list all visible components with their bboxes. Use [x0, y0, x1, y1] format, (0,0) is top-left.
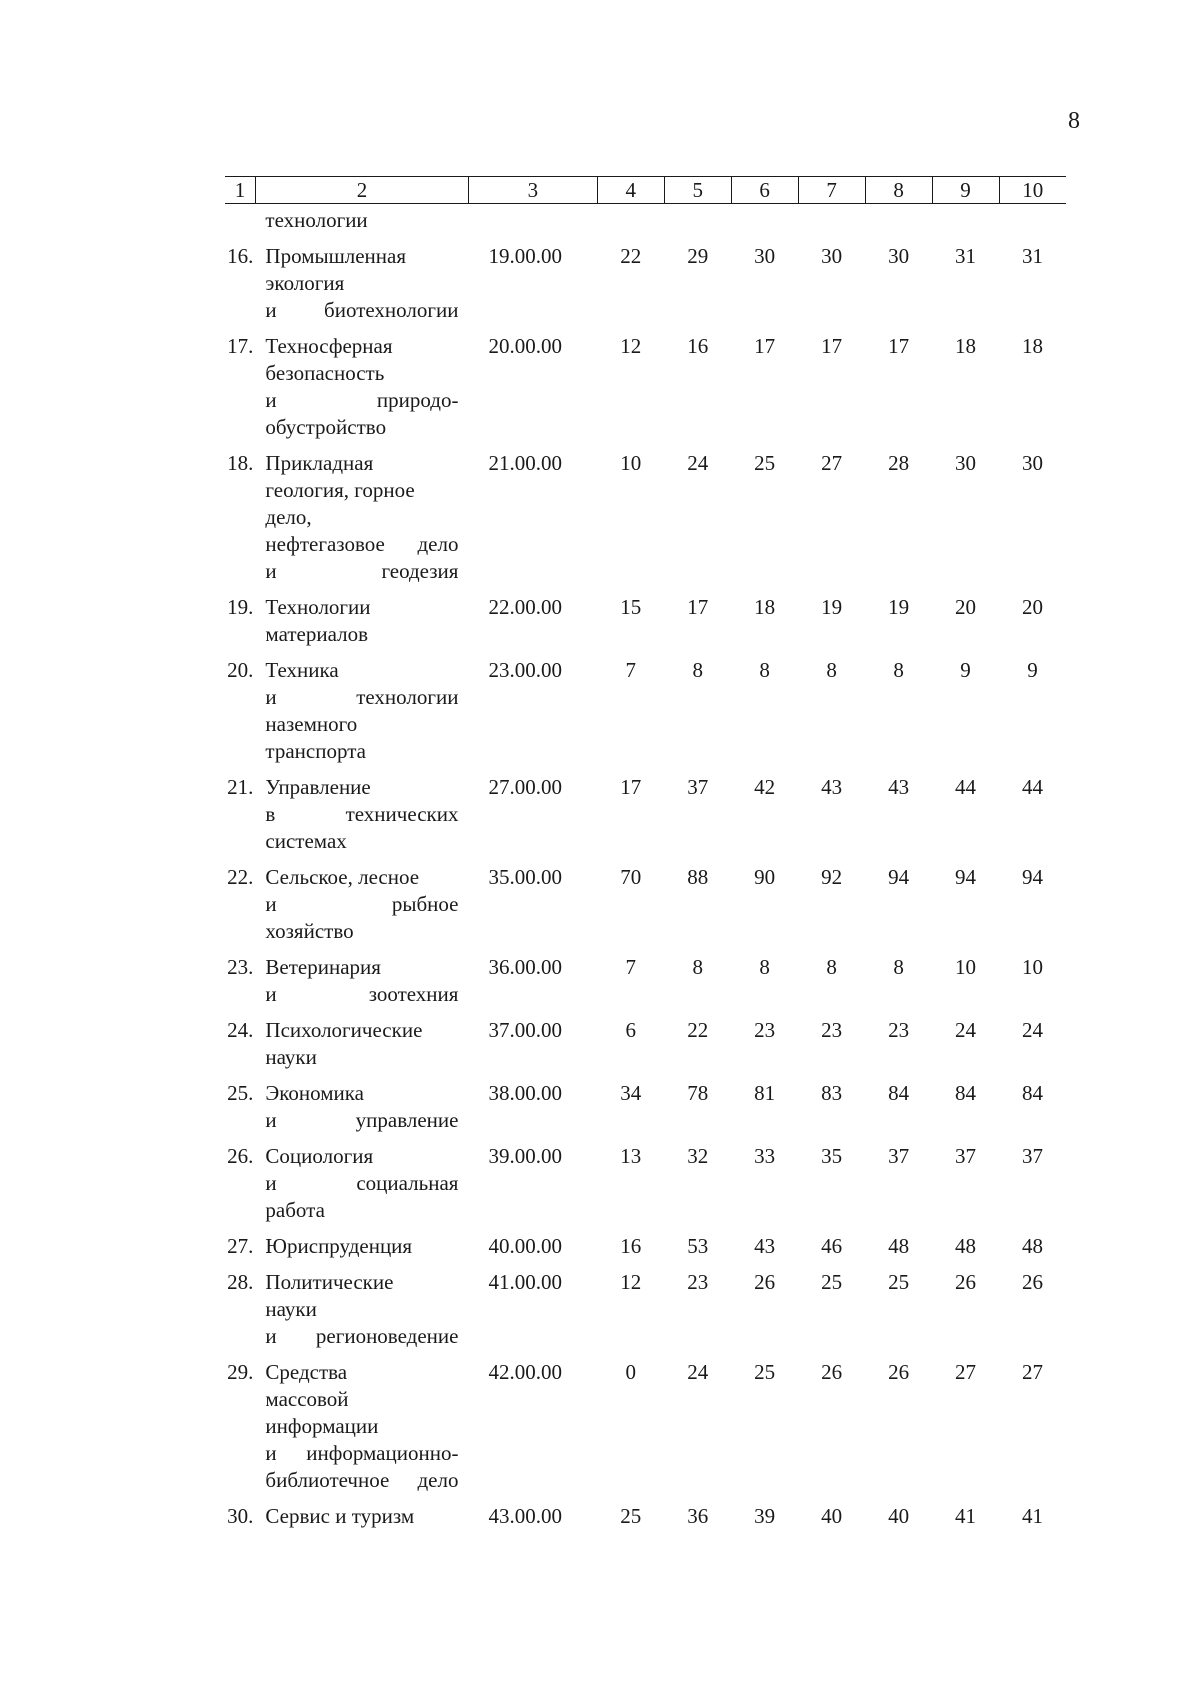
- header-cell: 8: [865, 177, 932, 204]
- value-cell: 37: [955, 1144, 977, 1168]
- continuation-text: технологии: [265, 208, 368, 232]
- value-cell: 26: [1022, 1270, 1043, 1294]
- row-number: 24.: [227, 1018, 254, 1042]
- field-name-line: и природо-: [265, 388, 459, 412]
- field-name-line: Техносферная: [265, 334, 393, 358]
- header-cell: 7: [798, 177, 865, 204]
- field-code: 23.00.00: [488, 658, 562, 682]
- table-row: [225, 240, 1066, 330]
- value-cell: 90: [754, 865, 776, 889]
- field-name-line: Промышленная: [265, 244, 407, 268]
- value-cell: 43: [821, 775, 843, 799]
- value-cell: 8: [893, 658, 904, 682]
- field-name-line: работа: [265, 1198, 325, 1222]
- value-cell: 41: [1022, 1504, 1043, 1528]
- value-cell: 36: [687, 1504, 709, 1528]
- row-number: 29.: [227, 1360, 254, 1384]
- value-cell: 32: [687, 1144, 709, 1168]
- value-cell: 16: [620, 1234, 642, 1258]
- field-name-line: науки: [265, 1045, 317, 1069]
- value-cell: 28: [888, 451, 910, 475]
- field-code: 21.00.00: [488, 451, 562, 475]
- field-name-line: экология: [265, 271, 345, 295]
- value-cell: 84: [955, 1081, 977, 1105]
- value-cell: 8: [826, 658, 837, 682]
- header-cell: 1: [225, 177, 255, 204]
- value-cell: 15: [620, 595, 642, 619]
- value-cell: 23: [821, 1018, 843, 1042]
- value-cell: 23: [687, 1270, 709, 1294]
- field-name-line: науки: [265, 1297, 317, 1321]
- value-cell: 9: [1027, 658, 1038, 682]
- value-cell: 23: [888, 1018, 910, 1042]
- value-cell: 17: [888, 334, 910, 358]
- field-name-line: Экономика: [265, 1081, 364, 1105]
- field-name: [255, 1230, 468, 1266]
- field-name: [255, 330, 468, 447]
- value-cell: 84: [1022, 1081, 1043, 1105]
- field-name: [255, 1356, 468, 1500]
- value-cell: 29: [687, 244, 709, 268]
- field-name: [255, 1500, 468, 1536]
- value-cell: 43: [888, 775, 910, 799]
- header-cell: 2: [255, 177, 468, 204]
- table-body: [225, 204, 1066, 1537]
- table-row: [225, 1230, 1066, 1266]
- value-cell: 7: [625, 658, 636, 682]
- value-cell: 40: [888, 1504, 910, 1528]
- value-cell: 6: [625, 1018, 636, 1042]
- field-name: [255, 951, 468, 1014]
- value-cell: 27: [955, 1360, 977, 1384]
- value-cell: 23: [754, 1018, 776, 1042]
- value-cell: 34: [620, 1081, 642, 1105]
- value-cell: 24: [687, 451, 709, 475]
- row-number: 21.: [227, 775, 254, 799]
- table-row: [225, 1014, 1066, 1077]
- value-cell: 8: [692, 658, 703, 682]
- field-name-line: и геодезия: [265, 559, 459, 583]
- field-code: 37.00.00: [488, 1018, 562, 1042]
- value-cell: 30: [888, 244, 910, 268]
- field-code: 27.00.00: [488, 775, 562, 799]
- field-name: [255, 861, 468, 951]
- value-cell: 26: [821, 1360, 843, 1384]
- value-cell: 44: [1022, 775, 1043, 799]
- value-cell: 48: [1022, 1234, 1043, 1258]
- value-cell: 18: [754, 595, 776, 619]
- value-cell: 26: [888, 1360, 910, 1384]
- field-name-line: транспорта: [265, 739, 366, 763]
- field-code: 22.00.00: [488, 595, 562, 619]
- field-code: 43.00.00: [488, 1504, 562, 1528]
- value-cell: 78: [687, 1081, 709, 1105]
- header-cell: 9: [932, 177, 999, 204]
- value-cell: 48: [888, 1234, 910, 1258]
- value-cell: 94: [888, 865, 910, 889]
- field-code: 40.00.00: [488, 1234, 562, 1258]
- field-name-line: Социология: [265, 1144, 374, 1168]
- value-cell: 19: [821, 595, 843, 619]
- value-cell: 37: [687, 775, 709, 799]
- value-cell: 18: [955, 334, 977, 358]
- value-cell: 8: [759, 658, 770, 682]
- value-cell: 17: [687, 595, 709, 619]
- row-number: 27.: [227, 1234, 254, 1258]
- value-cell: 30: [955, 451, 977, 475]
- value-cell: 17: [754, 334, 776, 358]
- field-name-line: и информационно-: [265, 1441, 459, 1465]
- value-cell: 27: [1022, 1360, 1043, 1384]
- value-cell: 12: [620, 1270, 642, 1294]
- value-cell: 53: [687, 1234, 709, 1258]
- table-row: [225, 771, 1066, 861]
- header-cell: 4: [597, 177, 664, 204]
- value-cell: 24: [687, 1360, 709, 1384]
- table-row: [225, 1266, 1066, 1356]
- value-cell: 17: [821, 334, 843, 358]
- value-cell: 31: [1022, 244, 1043, 268]
- table-row: [225, 1077, 1066, 1140]
- field-code: 42.00.00: [488, 1360, 562, 1384]
- field-name-line: и биотехнологии: [265, 298, 459, 322]
- table-row: [225, 861, 1066, 951]
- field-name-line: дело,: [265, 505, 312, 529]
- field-name-line: и технологии: [265, 685, 459, 709]
- field-code: 38.00.00: [488, 1081, 562, 1105]
- value-cell: 17: [620, 775, 642, 799]
- field-name-line: и социальная: [265, 1171, 459, 1195]
- field-name-line: материалов: [265, 622, 368, 646]
- table-row: [225, 330, 1066, 447]
- value-cell: 22: [620, 244, 642, 268]
- field-code: 19.00.00: [488, 244, 562, 268]
- value-cell: 26: [955, 1270, 977, 1294]
- table-row: [225, 654, 1066, 771]
- table-row: [225, 1140, 1066, 1230]
- field-code: 41.00.00: [488, 1270, 562, 1294]
- field-name-line: обустройство: [265, 415, 387, 439]
- value-cell: 25: [620, 1504, 642, 1528]
- value-cell: 83: [821, 1081, 843, 1105]
- field-name-line: Средства: [265, 1360, 348, 1384]
- field-name-line: Прикладная: [265, 451, 374, 475]
- value-cell: 92: [821, 865, 843, 889]
- field-name-line: геология, горное: [265, 478, 415, 502]
- field-name-line: Политические: [265, 1270, 394, 1294]
- table-row: [225, 951, 1066, 1014]
- data-table: [225, 176, 1066, 1536]
- field-name: [255, 1014, 468, 1077]
- value-cell: 12: [620, 334, 642, 358]
- value-cell: 8: [692, 955, 703, 979]
- field-name-line: библиотечное дело: [265, 1468, 459, 1492]
- field-name-line: и управление: [265, 1108, 459, 1132]
- value-cell: 41: [955, 1504, 977, 1528]
- value-cell: 39: [754, 1504, 776, 1528]
- value-cell: 22: [687, 1018, 709, 1042]
- field-name-line: и рыбное: [265, 892, 459, 916]
- field-name-line: Юриспруденция: [265, 1234, 413, 1258]
- value-cell: 0: [625, 1360, 636, 1384]
- field-name: [255, 591, 468, 654]
- value-cell: 46: [821, 1234, 843, 1258]
- row-number: 25.: [227, 1081, 254, 1105]
- field-code: 20.00.00: [488, 334, 562, 358]
- value-cell: 94: [955, 865, 977, 889]
- value-cell: 10: [1022, 955, 1043, 979]
- field-name-line: в технических: [265, 802, 459, 826]
- value-cell: 18: [1022, 334, 1043, 358]
- row-number: 30.: [227, 1504, 254, 1528]
- field-name-line: Технологии: [265, 595, 371, 619]
- value-cell: 9: [960, 658, 971, 682]
- value-cell: 25: [888, 1270, 910, 1294]
- row-number: 16.: [227, 244, 254, 268]
- value-cell: 37: [1022, 1144, 1043, 1168]
- value-cell: 10: [620, 451, 642, 475]
- value-cell: 27: [821, 451, 843, 475]
- table-row: [225, 591, 1066, 654]
- field-name-line: Ветеринария: [265, 955, 381, 979]
- field-name: [255, 240, 468, 330]
- value-cell: 20: [1022, 595, 1043, 619]
- row-number: 17.: [227, 334, 254, 358]
- field-name-line: нефтегазовое дело: [265, 532, 459, 556]
- table-row: [225, 1500, 1066, 1536]
- value-cell: 8: [826, 955, 837, 979]
- row-number: 20.: [227, 658, 254, 682]
- value-cell: 19: [888, 595, 910, 619]
- field-name: [255, 1140, 468, 1230]
- field-name-line: наземного: [265, 712, 358, 736]
- value-cell: 33: [754, 1144, 776, 1168]
- header-cell: 6: [731, 177, 798, 204]
- row-number: 22.: [227, 865, 254, 889]
- value-cell: 94: [1022, 865, 1043, 889]
- value-cell: 44: [955, 775, 977, 799]
- value-cell: 20: [955, 595, 977, 619]
- table-row: [225, 1356, 1066, 1500]
- header-cell: 10: [999, 177, 1066, 204]
- value-cell: 30: [821, 244, 843, 268]
- table-row: [225, 447, 1066, 591]
- field-name: [255, 447, 468, 591]
- field-code: 39.00.00: [488, 1144, 562, 1168]
- value-cell: 30: [754, 244, 776, 268]
- row-number: 19.: [227, 595, 254, 619]
- header-cell: 5: [664, 177, 731, 204]
- value-cell: 30: [1022, 451, 1043, 475]
- field-name-line: и зоотехния: [265, 982, 459, 1006]
- field-name-line: Техника: [265, 658, 339, 682]
- value-cell: 31: [955, 244, 977, 268]
- field-name-line: и регионоведение: [265, 1324, 459, 1348]
- page-number: 8: [1068, 108, 1080, 134]
- field-name-line: хозяйство: [265, 919, 354, 943]
- field-name: [255, 1077, 468, 1140]
- row-number: 26.: [227, 1144, 254, 1168]
- value-cell: 8: [759, 955, 770, 979]
- value-cell: 10: [955, 955, 977, 979]
- value-cell: 81: [754, 1081, 776, 1105]
- field-name-line: Управление: [265, 775, 371, 799]
- field-code: 35.00.00: [488, 865, 562, 889]
- value-cell: 43: [754, 1234, 776, 1258]
- value-cell: 25: [821, 1270, 843, 1294]
- field-name-line: Психологические: [265, 1018, 423, 1042]
- field-name-line: безопасность: [265, 361, 385, 385]
- continuation-row: [225, 204, 1066, 241]
- field-name: [255, 654, 468, 771]
- value-cell: 37: [888, 1144, 910, 1168]
- value-cell: 26: [754, 1270, 776, 1294]
- value-cell: 48: [955, 1234, 977, 1258]
- row-number: 28.: [227, 1270, 254, 1294]
- field-code: 36.00.00: [488, 955, 562, 979]
- value-cell: 24: [1022, 1018, 1043, 1042]
- value-cell: 40: [821, 1504, 843, 1528]
- field-name-line: информации: [265, 1414, 379, 1438]
- header-row: [225, 177, 1066, 204]
- value-cell: 84: [888, 1081, 910, 1105]
- row-number: 23.: [227, 955, 254, 979]
- field-name: [255, 771, 468, 861]
- value-cell: 24: [955, 1018, 977, 1042]
- field-name-line: системах: [265, 829, 347, 853]
- value-cell: 13: [620, 1144, 642, 1168]
- value-cell: 70: [620, 865, 642, 889]
- field-name-line: Сельское, лесное: [265, 865, 420, 889]
- row-number: 18.: [227, 451, 254, 475]
- value-cell: 16: [687, 334, 709, 358]
- value-cell: 35: [821, 1144, 843, 1168]
- header-cell: 3: [468, 177, 597, 204]
- field-name-line: Сервис и туризм: [265, 1504, 415, 1528]
- value-cell: 7: [625, 955, 636, 979]
- value-cell: 88: [687, 865, 709, 889]
- value-cell: 25: [754, 451, 776, 475]
- field-name: [255, 1266, 468, 1356]
- value-cell: 25: [754, 1360, 776, 1384]
- value-cell: 42: [754, 775, 776, 799]
- value-cell: 8: [893, 955, 904, 979]
- field-name-line: массовой: [265, 1387, 349, 1411]
